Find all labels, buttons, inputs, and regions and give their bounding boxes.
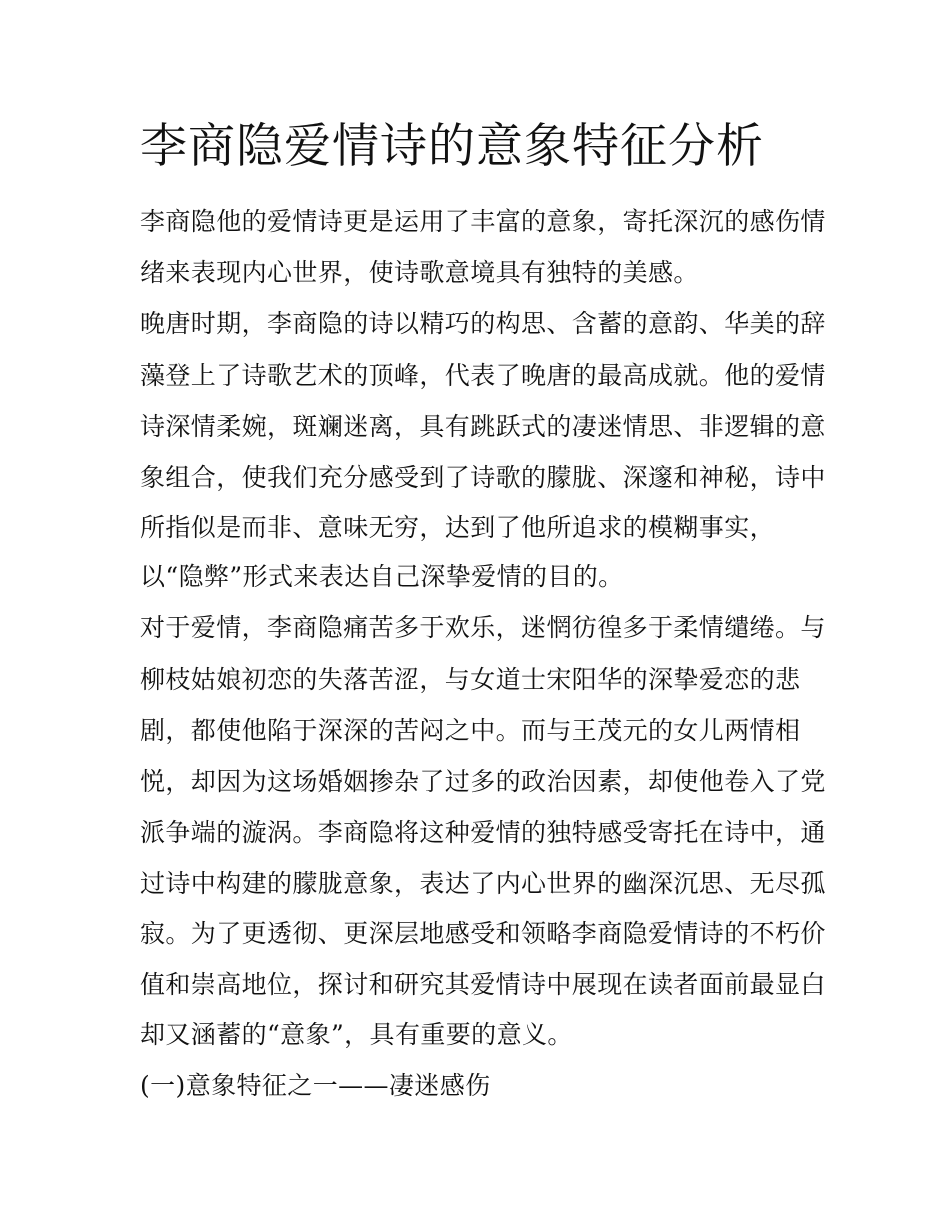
text-line: 绪来表现内心世界，使诗歌意境具有独特的美感。 <box>140 258 699 287</box>
section-heading: (一)意象特征之一——凄迷感伤 <box>140 1071 491 1100</box>
text-line: 诗深情柔婉，斑斓迷离，具有跳跃式的凄迷情思、非逻辑的意 <box>140 412 826 441</box>
text-line: 对于爱情，李商隐痛苦多于欢乐，迷惘彷徨多于柔情缱绻。与 <box>140 613 826 642</box>
text-line: 李商隐他的爱情诗更是运用了丰富的意象，寄托深沉的感伤情 <box>140 207 826 236</box>
text-line: 柳枝姑娘初恋的失落苦涩，与女道士宋阳华的深挚爱恋的悲 <box>140 665 801 694</box>
text-line: 却又涵蓄的“意象”，具有重要的意义。 <box>140 1020 573 1049</box>
text-line: 寂。为了更透彻、更深层地感受和领略李商隐爱情诗的不朽价 <box>140 919 826 948</box>
document-title: 李商隐爱情诗的意象特征分析 <box>140 119 764 174</box>
text-line: 藻登上了诗歌艺术的顶峰，代表了晚唐的最高成就。他的爱情 <box>140 361 826 390</box>
text-line: 以“隐弊”形式来表达自己深挚爱情的目的。 <box>140 562 624 591</box>
text-line: 值和崇高地位，探讨和研究其爱情诗中展现在读者面前最显白 <box>140 970 826 999</box>
text-line: 悦，却因为这场婚姻掺杂了过多的政治因素，却使他卷入了党 <box>140 767 826 796</box>
text-line: 所指似是而非、意味无穷，达到了他所追求的模糊事实， <box>140 513 776 542</box>
text-line: 象组合，使我们充分感受到了诗歌的朦胧、深邃和神秘，诗中 <box>140 463 826 492</box>
text-line: 过诗中构建的朦胧意象，表达了内心世界的幽深沉思、无尽孤 <box>140 869 826 898</box>
text-line: 晚唐时期，李商隐的诗以精巧的构思、含蓄的意韵、华美的辞 <box>140 309 826 338</box>
text-line: 剧，都使他陷于深深的苦闷之中。而与王茂元的女儿两情相 <box>140 716 801 745</box>
text-line: 派争端的漩涡。李商隐将这种爱情的独特感受寄托在诗中，通 <box>140 818 826 847</box>
